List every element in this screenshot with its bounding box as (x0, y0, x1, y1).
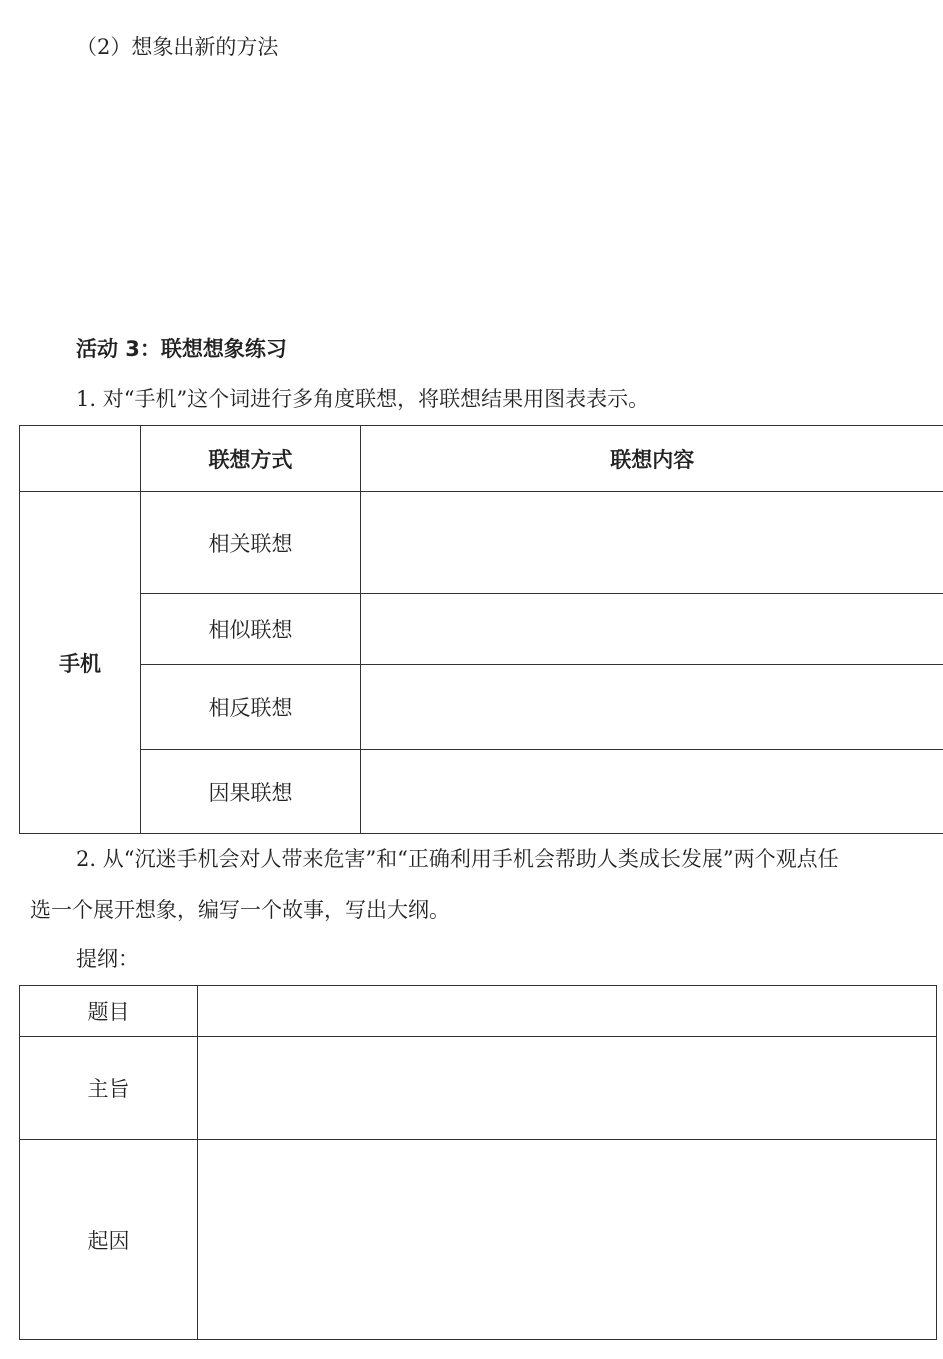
task1-instruction: 1. 对“手机”这个词进行多角度联想，将联想结果用图表表示。 (76, 387, 650, 411)
header-method: 联想方式 (208, 447, 293, 472)
method-label: 相关联想 (208, 531, 293, 556)
outline-label-cell (20, 1037, 198, 1140)
empty-corner-cell (20, 426, 141, 492)
outline-row-label: 题目 (87, 1000, 130, 1024)
content-cell[interactable] (361, 750, 943, 834)
outline-label-cell (20, 986, 198, 1037)
outline-content-cell[interactable] (198, 986, 937, 1037)
task2-instruction-line2: 选一个展开想象，编写一个故事，写出大纲。 (30, 898, 450, 922)
method-cell (141, 665, 361, 750)
outline-label: 提纲： (76, 947, 139, 971)
outline-label-cell (20, 1140, 198, 1340)
header-method-cell (141, 426, 361, 492)
method-label: 因果联想 (208, 780, 293, 805)
method-cell (141, 492, 361, 594)
outline-content-cell[interactable] (198, 1140, 937, 1340)
activity-title: 活动 3：联想想象练习 (76, 337, 287, 361)
section-heading: （2）想象出新的方法 (76, 35, 279, 59)
subject-label: 手机 (59, 651, 101, 676)
association-table (19, 425, 943, 834)
content-cell[interactable] (361, 594, 943, 665)
method-cell (141, 594, 361, 665)
outline-content-cell[interactable] (198, 1037, 937, 1140)
outline-row-label: 起因 (87, 1228, 130, 1253)
header-content: 联想内容 (610, 447, 695, 472)
subject-cell (20, 492, 141, 834)
method-label: 相反联想 (208, 696, 293, 720)
outline-row-label: 主旨 (87, 1077, 130, 1101)
method-cell (141, 750, 361, 834)
content-cell[interactable] (361, 665, 943, 750)
method-label: 相似联想 (208, 618, 293, 642)
header-content-cell (361, 426, 943, 492)
task2-instruction-line1: 2. 从“沉迷手机会对人带来危害”和“正确利用手机会帮助人类成长发展”两个观点任 (76, 847, 839, 871)
outline-table (19, 985, 937, 1340)
content-cell[interactable] (361, 492, 943, 594)
